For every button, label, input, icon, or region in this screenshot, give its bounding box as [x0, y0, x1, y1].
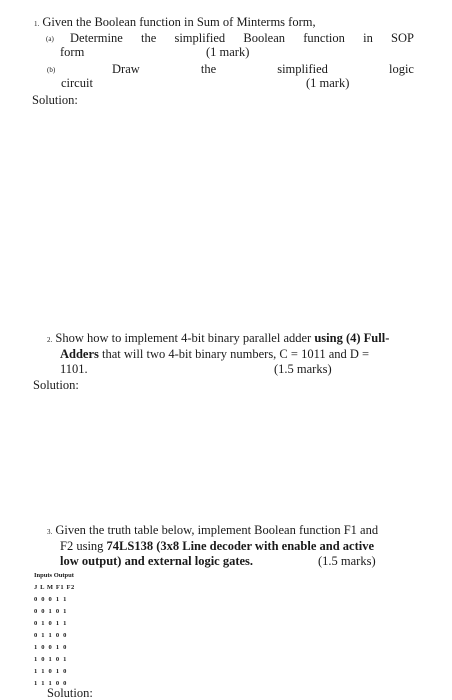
q1b-word: Draw [112, 62, 140, 76]
q2-line2 [60, 347, 369, 361]
table-row: 0 0 0 1 1 [34, 596, 68, 603]
q1a-cont: form [60, 45, 85, 59]
q3-line3-bold: low output) and external logic gates. [60, 554, 254, 568]
q1a-word: function [303, 31, 345, 45]
q1a-word: the [140, 31, 157, 45]
table-row: 1 1 0 1 0 [34, 668, 68, 675]
table-row: 1 0 0 1 0 [34, 644, 68, 651]
q1a-word: in [363, 31, 373, 45]
q2-line1-text: Show how to implement 4-bit binary parallel adder [55, 331, 315, 345]
q2-line1-bold: using (4) Full- [314, 331, 390, 345]
q1b-word: simplified [277, 62, 328, 76]
q1-stem-text: Given the Boolean function in Sum of Minterms form, [42, 15, 316, 29]
q1-number: 1. [34, 20, 40, 28]
q3-line1-text: Given the truth table below, implement Boolean function F1 and [55, 523, 379, 537]
q2-line2-text: that will two 4-bit binary numbers, C = 1011 and D = [98, 347, 370, 361]
q3-number: 3. [47, 528, 53, 536]
q1a-word: Determine [70, 31, 123, 45]
truth-table-header-groups: Inputs Output [34, 572, 74, 579]
q1a-line [70, 31, 414, 46]
q1-stem [34, 15, 316, 29]
q1b-marks: (1 mark) [306, 76, 350, 90]
q3-solution: Solution: [47, 686, 93, 700]
q1b-word: the [200, 62, 217, 76]
q1b-line [112, 62, 414, 77]
table-row: 1 0 1 0 1 [34, 656, 68, 663]
q1a-word: Boolean [243, 31, 286, 45]
q2-solution: Solution: [33, 378, 79, 392]
truth-table-header-columns: J L M F1 F2 [34, 584, 75, 591]
table-row: 1 1 1 0 0 [34, 680, 68, 687]
q1b-cont: circuit [61, 76, 93, 90]
q2-line2-bold: Adders [60, 347, 99, 361]
table-row: 0 1 1 0 0 [34, 632, 68, 639]
q1a-word: SOP [391, 31, 414, 45]
q2-number: 2. [47, 336, 53, 344]
q1a-marker: (a) [46, 35, 54, 43]
q3-marks: (1.5 marks) [318, 554, 376, 568]
q1b-word: logic [388, 62, 414, 76]
table-row: 0 1 0 1 1 [34, 620, 68, 627]
q3-line2-text: F2 using [60, 539, 107, 553]
q3-line1 [47, 523, 378, 537]
q1a-word: simplified [174, 31, 226, 45]
q3-line2 [60, 539, 374, 553]
q1b-marker: (b) [47, 66, 56, 74]
q2-line1 [47, 331, 389, 345]
q3-line2-bold: 74LS138 (3x8 Line decoder with enable and active [106, 539, 375, 553]
q2-line3: 1101. [60, 362, 88, 376]
q1a-marks: (1 mark) [206, 45, 250, 59]
table-row: 0 0 1 0 1 [34, 608, 68, 615]
q2-marks: (1.5 marks) [274, 362, 332, 376]
q1-solution: Solution: [32, 93, 78, 107]
